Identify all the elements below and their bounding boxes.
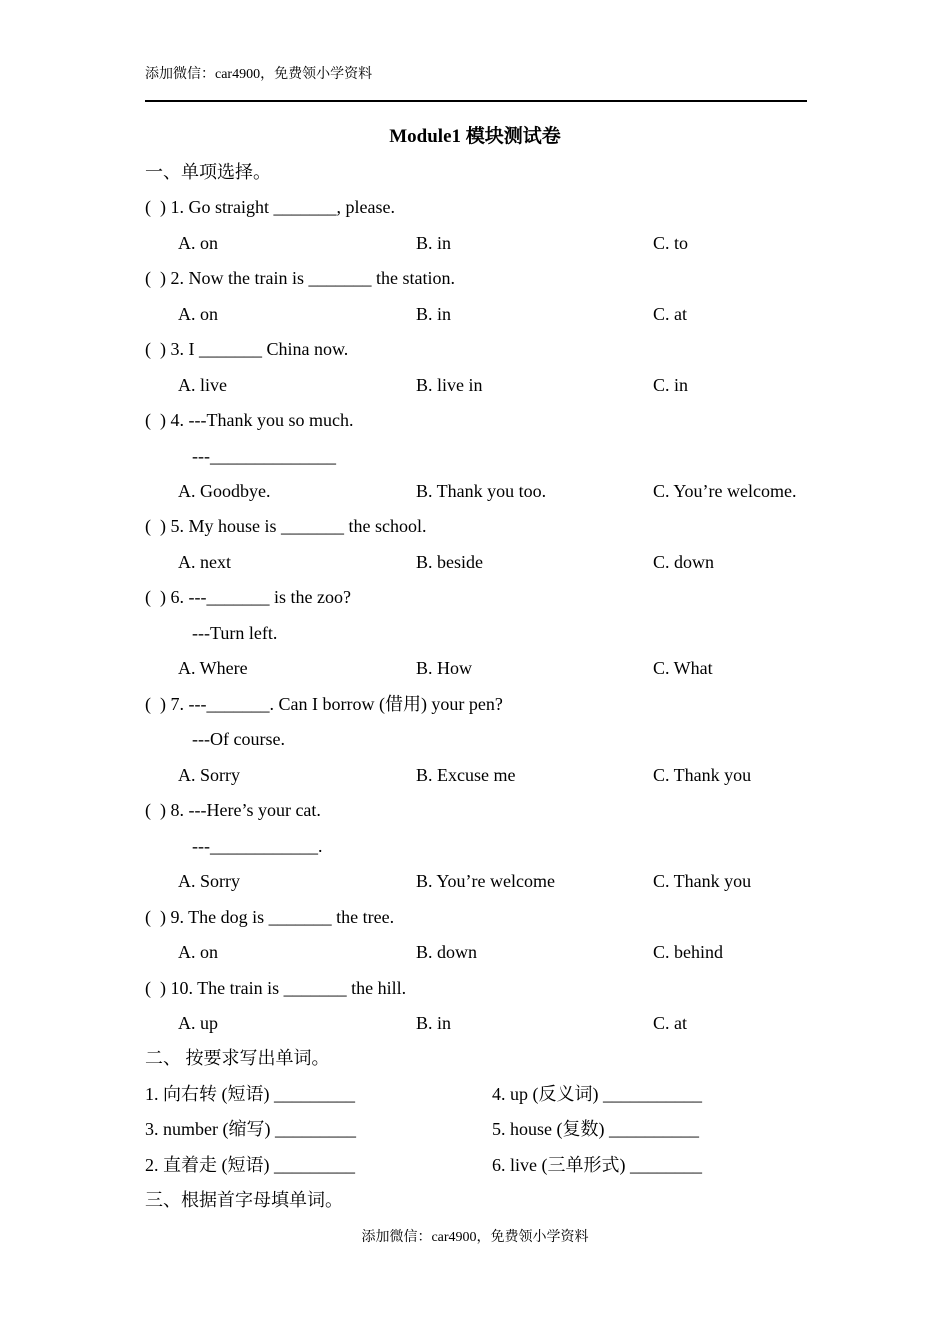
option-row <box>0 303 950 325</box>
question-reply: ---______________ <box>192 446 336 466</box>
question-stem: ( ) 7. ---_______. Can I borrow (借用) your pen? <box>145 694 503 714</box>
option-a: A. Where <box>178 658 248 678</box>
fill-item: 4. up (反义词) ___________ <box>492 1084 702 1104</box>
option-row <box>0 764 950 786</box>
option-row <box>0 1012 950 1034</box>
option-c: C. down <box>653 552 715 572</box>
option-c: C. behind <box>653 942 723 962</box>
question-stem: ( ) 6. ---_______ is the zoo? <box>145 587 351 607</box>
fill-row <box>0 1083 950 1105</box>
question-reply: ---Of course. <box>192 729 285 749</box>
option-a: A. on <box>178 233 218 253</box>
option-row <box>0 551 950 573</box>
question-stem: ( ) 9. The dog is _______ the tree. <box>145 907 395 927</box>
option-c: C. Thank you <box>653 765 752 785</box>
option-a: A. on <box>178 942 218 962</box>
option-c: C. in <box>653 375 689 395</box>
option-b: B. in <box>416 233 452 253</box>
option-a: A. up <box>178 1013 218 1033</box>
fill-item: 3. number (缩写) _________ <box>145 1119 356 1139</box>
question-stem: ( ) 5. My house is _______ the school. <box>145 516 427 536</box>
option-b: B. down <box>416 942 478 962</box>
option-c: C. What <box>653 658 713 678</box>
option-b: B. in <box>416 1013 452 1033</box>
fill-item: 6. live (三单形式) ________ <box>492 1155 702 1175</box>
option-row <box>0 657 950 679</box>
question-stem: ( ) 8. ---Here’s your cat. <box>145 800 321 820</box>
option-row <box>0 374 950 396</box>
option-c: C. Thank you <box>653 871 752 891</box>
option-a: A. Sorry <box>178 871 240 891</box>
option-b: B. How <box>416 658 473 678</box>
option-c: C. to <box>653 233 689 253</box>
question-stem: ( ) 1. Go straight _______, please. <box>145 197 395 217</box>
page-title: Module1 模块测试卷 <box>389 126 561 147</box>
question-reply: ---____________. <box>192 836 323 856</box>
fill-row <box>0 1118 950 1140</box>
question-stem: ( ) 2. Now the train is _______ the station. <box>145 268 455 288</box>
option-b: B. beside <box>416 552 483 572</box>
option-row <box>0 480 950 502</box>
question-stem: ( ) 4. ---Thank you so much. <box>145 410 354 430</box>
question-reply: ---Turn left. <box>192 623 278 643</box>
page-header-text: 添加微信：car4900，免费领小学资料 <box>145 67 373 82</box>
option-row <box>0 870 950 892</box>
fill-item: 1. 向右转 (短语) _________ <box>145 1084 355 1104</box>
option-a: A. live <box>178 375 227 395</box>
section-2-heading: 二、 按要求写出单词。 <box>145 1048 330 1068</box>
option-b: B. in <box>416 304 452 324</box>
option-row <box>0 232 950 254</box>
fill-row <box>0 1154 950 1176</box>
option-a: A. next <box>178 552 231 572</box>
header-divider <box>145 100 807 102</box>
question-stem: ( ) 3. I _______ China now. <box>145 339 349 359</box>
page-footer-text: 添加微信：car4900，免费领小学资料 <box>361 1230 589 1245</box>
option-a: A. on <box>178 304 218 324</box>
fill-item: 2. 直着走 (短语) _________ <box>145 1155 355 1175</box>
option-c: C. You’re welcome. <box>653 481 797 501</box>
question-stem: ( ) 10. The train is _______ the hill. <box>145 978 407 998</box>
option-b: B. You’re welcome <box>416 871 555 891</box>
section-3-heading: 三、根据首字母填单词。 <box>145 1190 343 1210</box>
option-a: A. Sorry <box>178 765 240 785</box>
option-a: A. Goodbye. <box>178 481 271 501</box>
option-c: C. at <box>653 1013 687 1033</box>
option-row <box>0 941 950 963</box>
fill-item: 5. house (复数) __________ <box>492 1119 699 1139</box>
option-b: B. Thank you too. <box>416 481 547 501</box>
option-c: C. at <box>653 304 687 324</box>
section-1-heading: 一、单项选择。 <box>145 162 271 182</box>
option-b: B. live in <box>416 375 483 395</box>
option-b: B. Excuse me <box>416 765 516 785</box>
